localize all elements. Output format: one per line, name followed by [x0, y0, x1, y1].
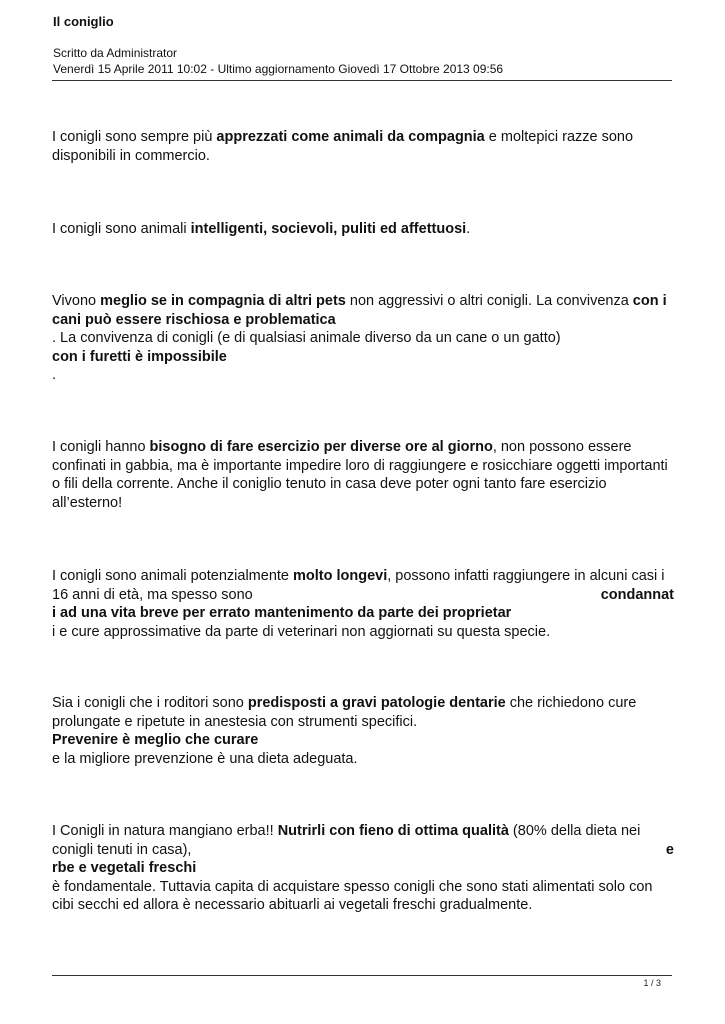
- paragraph-line: [52, 348, 674, 367]
- bold-run: i ad una vita breve per errato mantenimento da parte dei proprietar: [52, 605, 512, 621]
- paragraph-line: [52, 859, 674, 878]
- paragraph-longevity: [52, 567, 674, 641]
- text-run: .: [466, 221, 471, 237]
- bold-run: apprezzati come animali da compagnia: [216, 129, 485, 145]
- paragraph-line: [52, 694, 674, 731]
- header-divider: [52, 80, 672, 81]
- text-run: non aggressivi o altri conigli. La convivenza: [345, 293, 633, 309]
- paragraph-line: i e cure approssimative da parte di veterinari non aggiornati su questa specie.: [52, 623, 551, 640]
- bold-run: bisogno di fare esercizio per diverse ore al giorno: [149, 439, 493, 455]
- paragraph-line: . La convivenza di conigli (e di qualsiasi animale diverso da un cane o un gatto): [52, 330, 561, 346]
- paragraph-dental: [52, 694, 674, 768]
- text-run: conigli tenuti in casa),: [52, 841, 192, 858]
- page-number: 1 / 3: [643, 978, 661, 988]
- bold-run: con i furetti è impossibile: [52, 348, 227, 365]
- bold-run: con i cani può essere rischiosa e problematica: [52, 293, 667, 328]
- author-line: Scritto da Administrator: [53, 46, 178, 60]
- paragraph-character: [52, 220, 674, 239]
- paragraph-line: [52, 586, 674, 605]
- text-run: Vivono: [52, 293, 101, 309]
- text-run: I Conigli in natura mangiano erba!!: [52, 823, 278, 839]
- bold-run: e: [665, 841, 674, 858]
- paragraph-cohabitation: [52, 292, 674, 385]
- document-title: Il coniglio: [53, 14, 114, 29]
- text-run: , possono infatti raggiungere in alcuni casi i: [387, 568, 665, 584]
- paragraph-line: [52, 604, 674, 623]
- text-run: che richiedono cure prolungate e ripetute in anestesia con strumenti specifici.: [52, 695, 637, 730]
- bold-run: rbe e vegetali freschi: [52, 860, 197, 876]
- footer-divider: [52, 975, 672, 976]
- text-run: , non possono essere confinati in gabbia, ma è importante impedire loro di raggiungere e rosicchiare oggetti importanti o fili della corrente. Anche il coniglio tenuto in casa deve poter ogni tanto fare esercizio all’esterno!: [52, 439, 668, 511]
- bold-run: Prevenire è meglio che curare: [52, 732, 259, 748]
- text-run: (80% della dieta nei: [508, 823, 641, 839]
- bold-run: Nutrirli con fieno di ottima qualità: [277, 823, 509, 839]
- paragraph-diet: [52, 822, 674, 915]
- paragraph-companionship: [52, 128, 674, 165]
- bold-run: intelligenti, socievoli, puliti ed affettuosi: [190, 221, 467, 237]
- paragraph-line: è fondamentale. Tuttavia capita di acquistare spesso conigli che sono stati alimentati solo con cibi secchi ed allora è necessario abituarli ai vegetali freschi gradualmente.: [52, 878, 653, 913]
- text-run: I conigli hanno: [52, 439, 150, 455]
- text-run: I conigli sono animali: [52, 221, 191, 237]
- article-meta: [53, 45, 503, 77]
- text-run: I conigli sono animali potenzialmente: [52, 568, 293, 584]
- paragraph-line: [52, 731, 674, 750]
- bold-run: predisposti a gravi patologie dentarie: [247, 695, 506, 711]
- paragraph-line: [52, 567, 674, 586]
- text-run: e moltepici razze sono disponibili in commercio.: [52, 129, 634, 164]
- text-run: Sia i conigli che i roditori sono: [52, 695, 248, 711]
- paragraph-line: e la migliore prevenzione è una dieta adeguata.: [52, 750, 358, 767]
- paragraph-line: [52, 822, 674, 841]
- paragraph-line: [52, 841, 674, 860]
- paragraph-exercise: [52, 438, 674, 512]
- text-run: I conigli sono sempre più: [52, 129, 217, 145]
- text-run: 16 anni di età, ma spesso sono: [52, 586, 253, 603]
- paragraph-line: [52, 292, 674, 329]
- date-line: Venerdì 15 Aprile 2011 10:02 - Ultimo aggiornamento Giovedì 17 Ottobre 2013 09:56: [53, 62, 504, 76]
- paragraph-line: .: [52, 367, 57, 383]
- bold-run: condannat: [600, 586, 674, 603]
- bold-run: molto longevi: [293, 568, 388, 584]
- bold-run: meglio se in compagnia di altri pets: [100, 293, 346, 309]
